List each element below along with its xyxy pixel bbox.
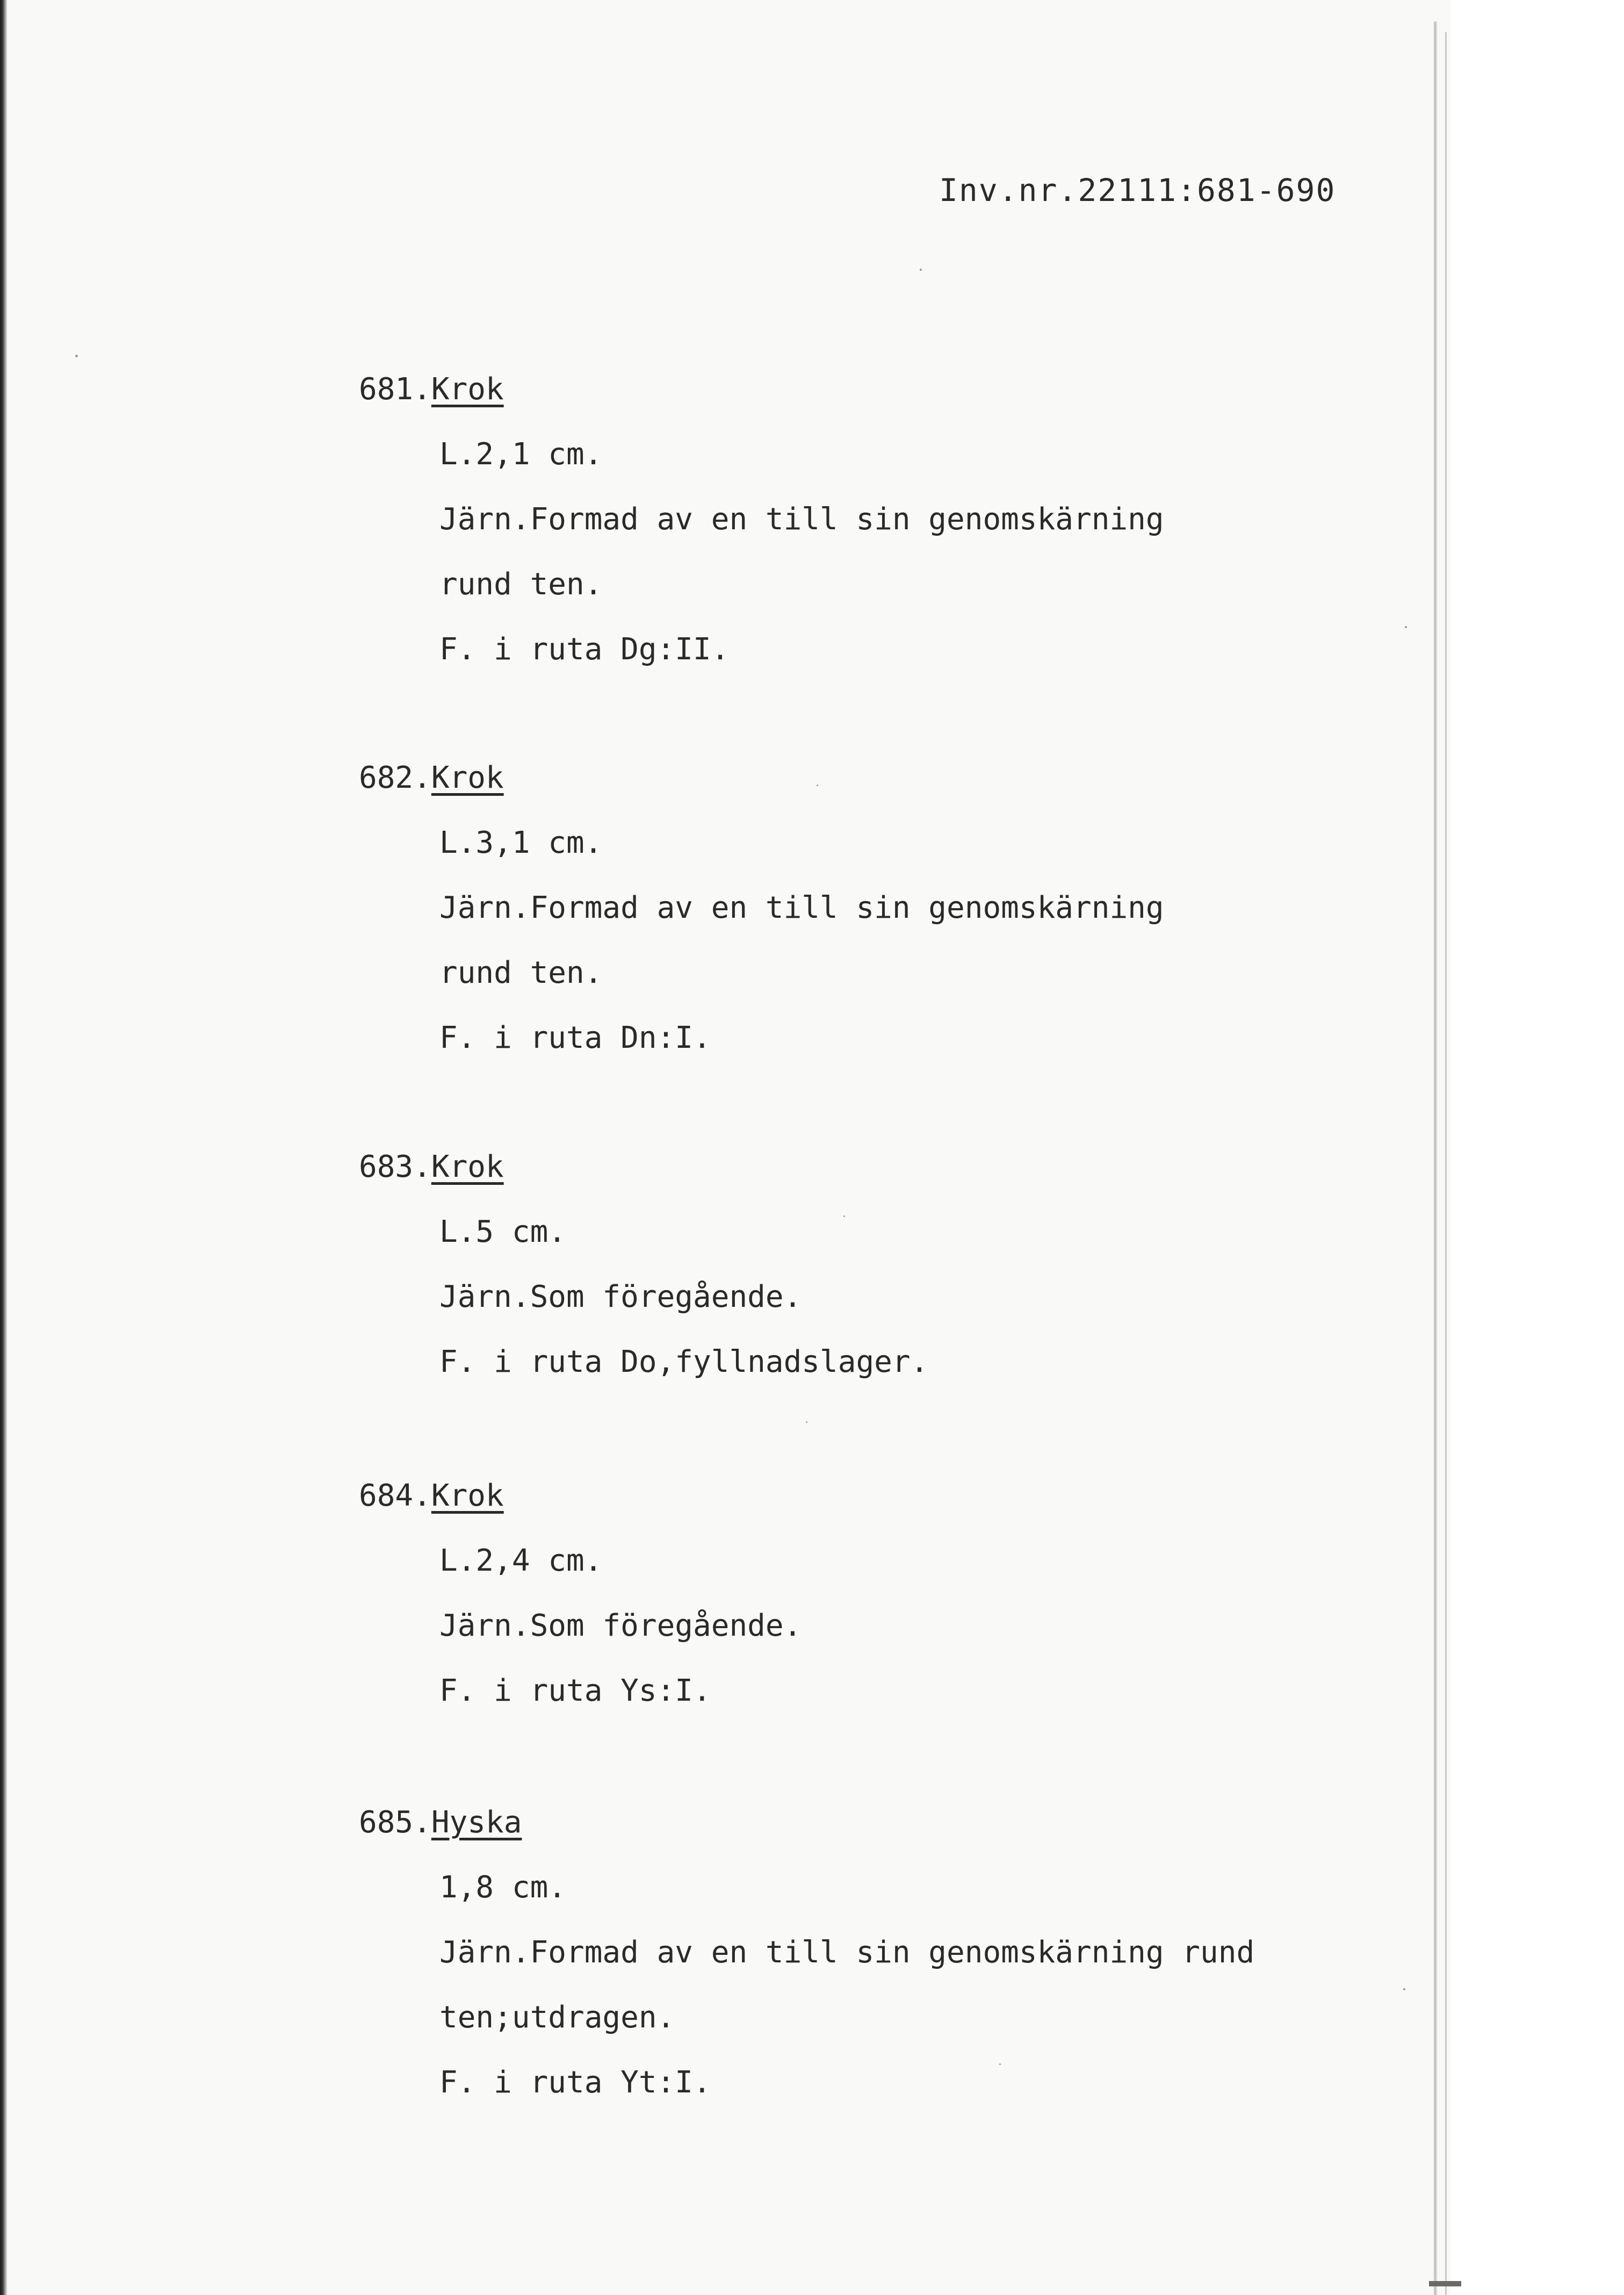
- page-margin-right: [1450, 0, 1624, 2295]
- scan-speck: [75, 355, 78, 357]
- scan-speck: [806, 1421, 807, 1423]
- entry-name: Krok: [431, 760, 504, 795]
- entry-heading: [359, 1135, 1380, 1199]
- scan-speck: [843, 1215, 845, 1217]
- entry-line: L.3,1 cm.: [439, 825, 603, 860]
- scan-speck: [920, 269, 922, 271]
- entry-line: F. i ruta Dn:I.: [439, 1020, 711, 1055]
- entry-heading: [359, 1790, 1380, 1855]
- entry-name: Krok: [431, 372, 504, 407]
- entry-line: ten;utdragen.: [439, 2000, 675, 2035]
- catalog-entry: [359, 1464, 1380, 1723]
- entry-number: 681.: [359, 372, 431, 407]
- entry-heading: [359, 357, 1380, 422]
- entry-number: 682.: [359, 760, 431, 795]
- scan-speck: [817, 785, 818, 786]
- catalog-entry: [359, 1790, 1380, 2115]
- entry-line: F. i ruta Do,fyllnadslager.: [439, 1344, 929, 1379]
- entry-number: 683.: [359, 1149, 431, 1184]
- entry-line: Järn.Som föregående.: [439, 1279, 802, 1314]
- catalog-entry: [359, 1135, 1380, 1394]
- binding-edge: [0, 0, 8, 2295]
- entry-line: L.2,1 cm.: [439, 437, 603, 472]
- entry-line: F. i ruta Ys:I.: [439, 1673, 711, 1708]
- entry-name: Krok: [431, 1478, 504, 1513]
- entry-line: Järn.Formad av en till sin genomskärning: [439, 502, 1164, 537]
- entry-heading: [359, 1464, 1380, 1528]
- scan-speck: [1405, 626, 1407, 628]
- entry-line: F. i ruta Yt:I.: [439, 2065, 711, 2100]
- entry-line: Järn.Formad av en till sin genomskärning: [439, 890, 1164, 925]
- entry-number: 684.: [359, 1478, 431, 1513]
- catalog-entry: [359, 746, 1380, 1070]
- entry-line: F. i ruta Dg:II.: [439, 632, 730, 667]
- entry-line: 1,8 cm.: [439, 1870, 567, 1905]
- entry-name: Hyska: [431, 1805, 522, 1840]
- entry-line: Järn.Som föregående.: [439, 1608, 802, 1643]
- entry-line: Järn.Formad av en till sin genomskärning rund: [439, 1935, 1255, 1970]
- entry-line: rund ten.: [439, 955, 603, 990]
- paper-edge: [1433, 21, 1438, 2295]
- inventory-number: Inv.nr.22111:681-690: [939, 172, 1336, 208]
- entry-name: Krok: [431, 1149, 504, 1184]
- catalog-entry: [359, 357, 1380, 682]
- corner-mark: [1429, 2281, 1461, 2286]
- scan-speck: [999, 2063, 1001, 2065]
- entry-line: L.2,4 cm.: [439, 1543, 603, 1578]
- entry-line: L.5 cm.: [439, 1214, 567, 1249]
- entry-heading: [359, 746, 1380, 810]
- paper-edge-line: [1445, 32, 1447, 2295]
- entry-line: rund ten.: [439, 567, 603, 602]
- entry-number: 685.: [359, 1805, 431, 1840]
- scan-speck: [1403, 1988, 1405, 1990]
